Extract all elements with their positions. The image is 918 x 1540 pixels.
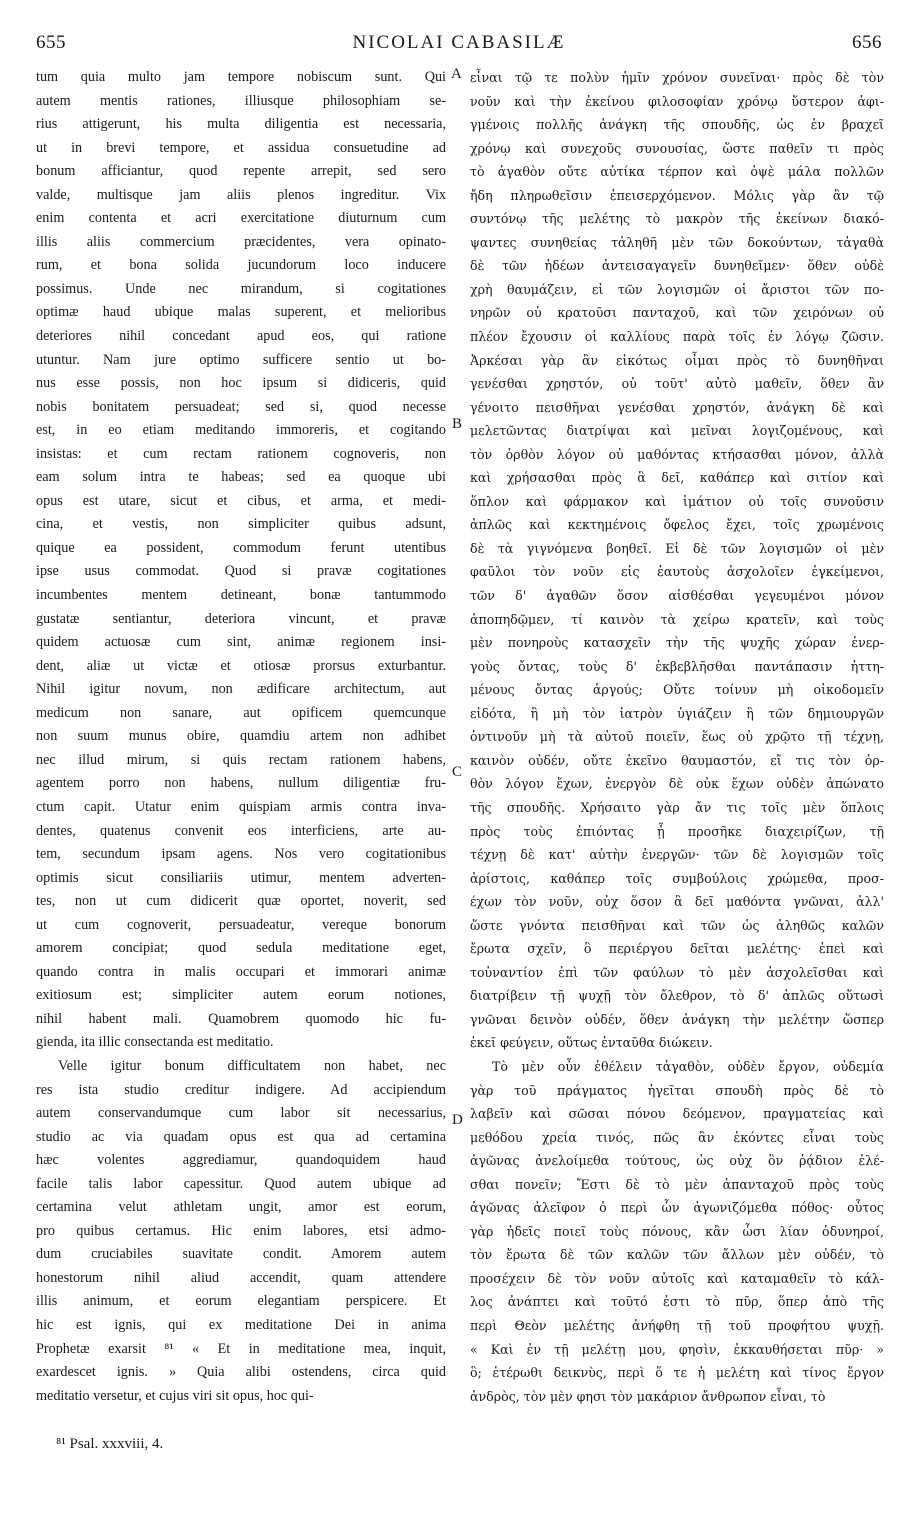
latin-text-line: amorem concipiat; quod sedula meditatione eget, [36,940,446,957]
greek-text-line: μεθόδου χρεία τινός, πῶς ἂν ἑκόντες εἶναι τοὺς [470,1129,884,1145]
latin-text-line: ipse usus commodat. Quod si pravæ cogitationes [36,563,446,580]
latin-text-line: tum quia multo jam tempore nobiscum sunt. Qui [36,69,446,85]
latin-text-line: rius attigerunt, his multa diligentia est necessaria, [36,116,446,133]
latin-text-line: nus esse possis, non hoc ipsum si didiceris, quid [36,375,446,392]
latin-text-line: facile talis labor capessitur. Quod autem ubique ad [36,1175,446,1192]
latin-text-line: possimus. Unde nec mirandum, si cogitationes [36,280,446,297]
greek-text-line: « Καὶ ἐν τῇ μελέτῃ μου, φησὶν, ἐκκαυθήσεται πῦρ· » [470,1341,884,1357]
greek-text-line: ἁπλῶς καὶ κεκτημένοις ὄφελος ἔχει, τοῖς χρωμένοις [470,517,884,533]
latin-text-line: cina, et vestis, non simpliciter quibus adsunt, [36,516,446,533]
latin-text-line: nec illud mirum, si quis rectam rationem habens, [36,751,446,768]
greek-text-line: χρὴ θαυμάζειν, εἰ τῶν λογισμῶν οἱ ἄριστοι τῶν πο- [470,281,884,297]
latin-text-line: meditatio versetur, et cujus viri sit opus, hoc qui- [36,1387,314,1404]
latin-text-line: certamina velut athletam ungit, amor est eorum, [36,1199,446,1216]
latin-text-line: dum cruciabiles suavitate condit. Amorem autem [36,1246,446,1263]
greek-text-line: δὲ τὰ γιγνόμενα βοηθεῖ. Εἰ δὲ τῶν λογισμῶν οἱ μὲν [470,540,884,556]
greek-text-line: γνῶναι δεινὸν οὐδέν, ὅθεν ἀνάγκη τὴν μελέτην ὥσπερ [470,1011,884,1027]
greek-text-line: ἀγῶνας ἀνελοίμεθα τούτους, ὡς οὐχ ὂν ῥᾴδιον ἐλέ- [470,1153,884,1169]
greek-text-line: δὲ τῶν ἡδέων ἀντεισαγαγεῖν δυνηθεῖμεν· ὅθεν οὐδὲ [470,258,884,274]
latin-text-line: dent, aliæ ut victæ et otiosæ prorsus exturbantur. [36,657,446,674]
latin-text-line: medicum non sanare, aut opificem quemcunque [36,704,446,721]
greek-text-line: συντόνῳ τῆς μελέτης τὸ μακρὸν τῆς ἐκείνων διακό- [470,211,884,227]
greek-text-line: προσέχειν δὲ τὸν νοῦν αὐτοῖς καὶ καταμαθεῖν τὸ κάλ- [470,1270,884,1286]
latin-text-line: dentes, quatenus convenit eos interficiens, arte au- [36,822,446,839]
greek-text-line: τῶν δ' ἀγαθῶν ὅσον αἰσθέσθαι γεγευμένοι μόνον [470,588,884,604]
greek-text-line: ψαντες συνηθείας τἀληθῆ μὲν τῶν δοκούντων, τἀγαθὰ [470,234,884,250]
greek-text-line: Ἀρκέσαι γὰρ ἂν εἰκότως οἶμαι πρὸς τὸ δυνηθῆναι [470,352,884,368]
greek-text-line: λος ἀνάπτει καὶ τοῦτό ἐστι τὸ πῦρ, ὅπερ ἀπὸ τῆς [470,1294,884,1310]
greek-text-line: ἀποπηδῷμεν, τί καινὸν τὰ χείρω κρατεῖν, καὶ τοὺς [470,611,884,627]
latin-text-line: ut in brevi tempore, et assidua consuetudine ad [36,139,446,156]
greek-text-line: ἀνδρὸς, τὸν μὲν φησι τὸν μακάριον ἄνθρωπον εἶναι, τὸ [470,1388,826,1404]
latin-text-line: Nihil igitur novum, non ædificare architectum, aut [36,681,446,698]
latin-text-line: honestorum nihil aliud accendit, quam attendere [36,1269,446,1286]
greek-text-line: νοῦν καὶ τὴν ἐκείνου φιλοσοφίαν χρόνῳ ὕστερον ἀφι- [470,93,884,109]
latin-text-line: opus est utare, sicut et cibus, et arma, et medi- [36,492,446,509]
greek-text-line: γμένοις πολλῆς ἀνάγκη τῆς σπουδῆς, ὡς ἐν βραχεῖ [470,117,884,133]
latin-text-line: pro quibus certamus. Hic enim labores, etsi admo- [36,1222,446,1239]
greek-text-line: χρόνῳ καὶ συνεχοῦς συνουσίας, ὥστε παθεῖν τι πρὸς [470,140,884,156]
greek-text-line: πρὸς τοὺς ἐπιόντας ᾗ προσῆκε διαχειρίζων, τῇ [470,823,884,839]
greek-text-line: σθαι πονεῖν; Ἔστι δὲ τὸ μὲν ἁπανταχοῦ πρὸς τοὺς [470,1176,884,1192]
greek-text-line: διατρίβειν τῇ ψυχῇ τὸν ὄλεθρον, τὸ δ' ἁπλῶς οὕτωσὶ [470,988,884,1004]
greek-text-line: μένους ὄντας ἀργούς; Οὔτε τοίνυν μὴ οἰκοδομεῖν [470,682,884,698]
greek-text-line: Τὸ μὲν οὖν ἐθέλειν τἀγαθὸν, οὐδὲν ἔργον, οὐδεμία [492,1058,884,1074]
greek-text-line: γὰρ τοῦ πράγματος ἡγεῖται σπουδὴ πρὸς δὲ τὸ [470,1082,884,1098]
latin-text-line: ctum capit. Utatur enim quispiam armis contra inva- [36,798,446,815]
margin-letter-d: D [452,1112,463,1128]
running-title: NICOLAI CABASILÆ [352,32,566,53]
greek-text-line: μὲν πονηροὺς κατασχεῖν τὴν τῆς ψυχῆς χώραν ἐνερ- [470,635,884,651]
latin-text-line: agentem porro non habens, nullum diligentiæ fru- [36,775,446,792]
latin-text-line: tes, non ut cum didicerit quæ oportet, noverit, sed [36,893,446,910]
latin-text-line: hæc volentes aggrediamur, quandoquidem haud [36,1152,446,1169]
greek-text-line: τοὐναντίον ἐπὶ τῶν φαύλων τὸ μὲν ἀσχολεῖσθαι καὶ [470,964,884,980]
latin-text-line: valde, multisque jam aliis plenos ingreditur. Vix [36,186,446,203]
footnote: ⁸¹ Psal. xxxviii, 4. [56,1436,164,1452]
greek-text-line: τὸ ἀγαθὸν οὔτε αὐτίκα τέρπον καὶ ὀψὲ μάλα πολλῶν [470,164,884,180]
left-page-number: 655 [36,32,66,53]
latin-text-line: autem conservandumque cum labor sit necessarius, [36,1105,446,1122]
greek-text-line: καινὸν οὐδέν, οὔτε ἐκεῖνο θαυμαστόν, εἴ τις τὸν ὀρ- [470,752,884,768]
latin-text-line: deteriores nihil concedant apud eos, qui ratione [36,328,446,345]
latin-text-line: exitiosum est; simpliciter autem eorum notiones, [36,987,446,1004]
latin-text-line: quidem actuosæ cum sint, animæ regionem insi- [36,634,446,651]
greek-text-line: περὶ Θεὸν μελέτης ἀνήφθη τῇ τοῦ προφήτου ψυχῇ. [470,1317,884,1333]
latin-text-line: nobis bonitatem persuadeat; sed si, quod necesse [36,398,446,415]
greek-text-line: τέχνῃ δὲ κατ' αὐτὴν ἐνεργῶν· τῶν δὲ λογισμῶν τοῖς [470,847,884,863]
greek-text-line: έχων τὸν νοῦν, οὐχ ὅσον ἃ δεῖ μαθόντα γνῶναι, ἀλλ' [470,894,884,910]
greek-text-line: ὁντινοῦν μὴ τὰ αὑτοῦ ποιεῖν, ἕως οὐ χρῷτο τῇ τέχνῃ, [470,729,884,745]
margin-letter-c: C [452,764,463,780]
latin-text-line: hic est ignis, qui ex meditatione Dei in anima [36,1316,446,1333]
greek-text-line: φαῦλοι τὸν νοῦν εἰς ἑαυτοὺς ἀσχολοῖεν ἐγκείμενοι, [470,564,884,580]
greek-text-line: λαβεῖν καὶ σῶσαι πόνου δεόμενον, πραγματείας καὶ [470,1106,884,1122]
latin-text-line: gienda, ita illic consectanda est meditatio. [36,1034,274,1051]
latin-text-line: Velle igitur bonum difficultatem non habet, nec [58,1057,446,1074]
latin-text-line: quando contra in malis occupari et immorari animæ [36,963,446,980]
greek-text-line: τὸν ἔρωτα δὲ τῶν καλῶν τῶν ἄλλων μὲν οὐδέν, τὸ [470,1247,884,1263]
latin-text-line: illis animum, et eorum elegantiam perspicere. Et [36,1293,446,1310]
greek-text-line: καὶ χρήσασθαι πρὸς ἃ δεῖ, καθάπερ καὶ σιτίον καὶ [470,470,884,486]
greek-text-line: γενέσθαι χρηστόν, οὐ τοῦτ' αὐτὸ μαθεῖν, ὅθεν ἂν [470,376,884,392]
latin-text-line: gustatæ sentiantur, deteriora vincunt, et pravæ [36,610,446,627]
latin-text-line: tem, secundum ipsam agens. Nos vero cogitationibus [36,846,446,863]
latin-text-line: insistas: et cum rectam rationem cognoveris, non [36,445,446,462]
greek-text-line: εἶναι τῷ τε πολὺν ἡμῖν χρόνον συνεῖναι· πρὸς δὲ τὸν [470,70,884,85]
greek-text-line: τὸν ὀρθὸν λόγον οὐ μαθόντας κτήσασθαι μόνον, ἀλλὰ [470,446,884,462]
latin-column [36,66,446,1408]
greek-text-line: ἐκεῖ φεύγειν, οὕτως ἐνταῦθα διώκειν. [470,1035,713,1051]
greek-text-line: ἔρωτα σχεῖν, ὃ περιέργου δεῖται μελέτης· ἐπεὶ καὶ [470,941,884,957]
greek-text-line: ἀγῶνας ἀλεῖφον ὁ περὶ ὧν ἀγωνιζόμεθα πόθος· οὗτος [470,1200,884,1216]
margin-letter-a: A [451,66,462,82]
latin-text-line: utuntur. Nam jure optimo sufficere sentio ut bo- [36,351,446,368]
latin-text-line: incumbentes mentem detineant, bonæ tantummodo [36,587,446,604]
greek-text-line: ὅπλον καὶ φάρμακον καὶ ἱμάτιον οὐ τοῖς συνοῦσιν [470,493,884,509]
latin-text-line: eam solum intra te habeas; sed ea quoque ubi [36,469,446,486]
greek-text-line: γένοιτο πεισθῆναι γενέσθαι χρηστόν, ἀνάγκη δὲ καὶ [470,399,884,415]
greek-text-line: εἰδότα, ἢ μὴ τὸν ἰατρὸν ὑγιάζειν ἢ τῶν δημιουργῶν [470,705,884,721]
latin-text-line: illis aliis commercium præcidentes, vera opinato- [36,233,446,250]
latin-text-line: quique ea possident, commodum ferunt utentibus [36,539,446,556]
greek-text-line: γοὺς ὄντας, τοὺς δ' ἐκβεβλῆσθαι παντάπασιν ἡττη- [470,658,884,674]
greek-text-line: γὰρ ἡδεῖς ποιεῖ τοὺς πόνους, κἂν ὦσι λίαν ὀδυνηροί, [470,1223,884,1239]
latin-text-line: optimæ haud ubique malas superent, et melioribus [36,304,446,321]
latin-text-line: non suum munus obire, quamdiu artem non adhibet [36,728,446,745]
latin-text-line: autem mentis rationes, illiusque philosophiam se- [36,92,446,109]
latin-text-line: est, in eo etiam meditando immoreris, et cogitando [36,422,446,439]
greek-text-line: ἤδη πληρωθεῖσιν ἐπεισερχόμενον. Μόλις γὰρ ἂν τῷ [470,187,884,203]
latin-text-line: bonum afficiantur, quod repente arrepit, sed sero [36,163,446,180]
latin-text-line: studio ac via quadam opus est qua ad certamina [36,1128,446,1145]
greek-text-line: τῆς σπουδῆς. Χρήσαιτο γὰρ ἄν τις τοῖς μὲν ὅπλοις [470,799,884,815]
latin-text-line: nihil habent mali. Quamobrem quomodo hic fu- [36,1010,446,1027]
greek-text-line: πλέον ἔχουσιν οἱ καλλίους παρὰ τοῖς ἐν λόγῳ ζῶσιν. [470,329,884,345]
margin-letter-b: B [452,416,463,432]
greek-text-line: νηρῶν οὐ κρατοῦσι πανταχοῦ, καὶ τῶν χειρόνων οὐ [470,305,884,321]
latin-text-line: rum, et bona solida jucundorum loco inducere [36,257,446,274]
greek-column [470,66,884,1408]
greek-text-line: θὸν λόγον ἔχων, ἐνεργὸν δὲ οὐκ ἔχων οὐδὲν ἀπώνατο [470,776,884,792]
greek-text-line: ὥστε γνόντα πεισθῆναι καὶ τῶν ὡς ἀληθῶς καλῶν [470,917,884,933]
latin-text-line: Prophetæ exarsit ⁸¹ « Et in meditatione mea, inquit, [36,1340,446,1357]
right-page-number: 656 [852,32,882,53]
latin-text-line: optimis sicut consiliariis utimur, mentem adverten- [36,869,446,886]
latin-text-line: ut cum cognoverit, persuadeatur, vereque bonorum [36,916,446,933]
greek-text-line: ἀρίστοις, καθάπερ τοῖς συμβούλοις χρώμεθα, προσ- [470,870,884,886]
latin-text-line: res ista studio creditur indigere. Ad accipiendum [36,1081,446,1098]
greek-text-line: μελετῶντας διατρίψαι καὶ μεῖναι λογιζομένους, καὶ [470,423,884,439]
latin-text-line: exardescet ignis. » Quia alibi ostendens, circa quid [36,1364,446,1381]
latin-text-line: enim contenta et acri exercitatione diuturnum cum [36,210,446,227]
greek-text-line: ὃ; ἑτέρωθι δεικνὺς, περὶ ὅ τε ἡ μελέτη καὶ τίνος ἔργον [470,1365,884,1381]
